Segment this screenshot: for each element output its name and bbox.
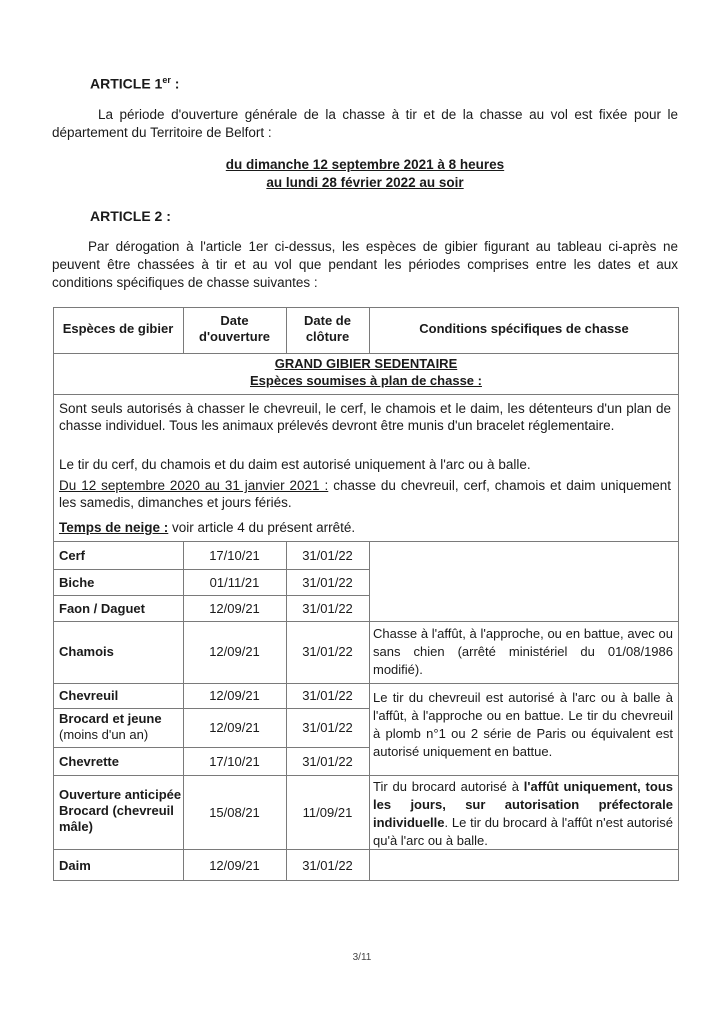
- opening-date: 12/09/21: [209, 858, 260, 873]
- hunting-periods-table: [53, 307, 679, 881]
- closing-date: 31/01/22: [302, 754, 353, 769]
- opening-date: 15/08/21: [209, 805, 260, 820]
- header-closing-date: Date de clôture: [304, 313, 351, 344]
- species-chevreuil: Chevreuil: [59, 688, 119, 703]
- species-chevrette: Chevrette: [59, 754, 119, 769]
- intro-paragraph-1: Sont seuls autorisés à chasser le chevreuil, le cerf, le chamois et le daim, les détenteurs d'un plan de chasse individuel. Tous les animaux prélevés devront être munis d'un bracelet réglementaire.: [59, 401, 671, 433]
- closing-date: 31/01/22: [302, 548, 353, 563]
- conditions-chevreuil: Le tir du chevreuil est autorisé à l'arc ou à balle à l'affût, à l'approche ou en battue. Le tir du chevreuil à plomb n°1 ou 2 série de Paris ou équivalent est autorisé uniquement en battue.: [373, 690, 673, 759]
- species-faon-daguet: Faon / Daguet: [59, 601, 145, 616]
- opening-date: 17/10/21: [209, 548, 260, 563]
- closing-date: 31/01/22: [302, 601, 353, 616]
- species-biche: Biche: [59, 575, 95, 590]
- species-chamois: Chamois: [59, 644, 114, 659]
- closing-date: 31/01/22: [302, 688, 353, 703]
- opening-date: 17/10/21: [209, 754, 260, 769]
- article-1-paragraph: La période d'ouverture générale de la chasse à tir et de la chasse au vol est fixée pour le département du Territoire de Belfort :: [52, 107, 678, 140]
- opening-date: 12/09/21: [209, 644, 260, 659]
- article-1-title: ARTICLE 1er :: [90, 75, 180, 92]
- conditions-chamois: Chasse à l'affût, à l'approche, ou en battue, avec ou sans chien (arrêté ministériel du 01/08/1986 modifié).: [373, 626, 673, 677]
- closing-date: 31/01/22: [302, 858, 353, 873]
- species-cerf: Cerf: [59, 548, 86, 563]
- page-number: 3/11: [352, 952, 372, 963]
- species-daim: Daim: [59, 858, 91, 873]
- closing-date: 31/01/22: [302, 644, 353, 659]
- opening-date: 01/11/21: [209, 575, 260, 590]
- species-brocard-jeune: Brocard et jeune (moins d'un an): [59, 711, 162, 742]
- intro-paragraph-4: Temps de neige : voir article 4 du présent arrêté.: [59, 520, 356, 535]
- intro-paragraph-2: Le tir du cerf, du chamois et du daim est autorisé uniquement à l'arc ou à balle.: [59, 457, 531, 472]
- intro-paragraph-3: Du 12 septembre 2020 au 31 janvier 2021 : chasse du chevreuil, cerf, chamois et daim uniquement les samedis, dimanches et jours fériés.: [59, 478, 671, 510]
- species-ouverture-anticipee: Ouverture anticipée Brocard (chevreuil mâle): [59, 787, 182, 834]
- header-opening-date: Date d'ouverture: [199, 313, 270, 344]
- closing-date: 31/01/22: [302, 575, 353, 590]
- article-2-paragraph: Par dérogation à l'article 1er ci-dessus, les espèces de gibier figurant au tableau ci-après ne peuvent être chassées à tir et au vol que pendant les périodes comprises entre les dates et aux conditions spécifiques de chasse suivantes :: [52, 239, 678, 290]
- opening-date: 12/09/21: [209, 601, 260, 616]
- section-subtitle: Espèces soumises à plan de chasse :: [250, 373, 482, 388]
- section-title: GRAND GIBIER SEDENTAIRE: [274, 356, 458, 371]
- closing-date: 31/01/22: [302, 720, 353, 735]
- conditions-brocard: Tir du brocard autorisé à l'affût uniquement, tous les jours, sur autorisation préfectorale individuelle. Le tir du brocard à l'affût n'est autorisé qu'à l'arc ou à balle.: [373, 779, 673, 848]
- header-conditions: Conditions spécifiques de chasse: [419, 321, 629, 336]
- header-species: Espèces de gibier: [62, 321, 174, 336]
- article-2-title: ARTICLE 2 :: [90, 208, 171, 224]
- opening-date: 12/09/21: [209, 720, 260, 735]
- season-start-date: du dimanche 12 septembre 2021 à 8 heures: [225, 157, 505, 172]
- opening-date: 12/09/21: [209, 688, 260, 703]
- closing-date: 11/09/21: [302, 805, 353, 820]
- season-end-date: au lundi 28 février 2022 au soir: [266, 175, 464, 190]
